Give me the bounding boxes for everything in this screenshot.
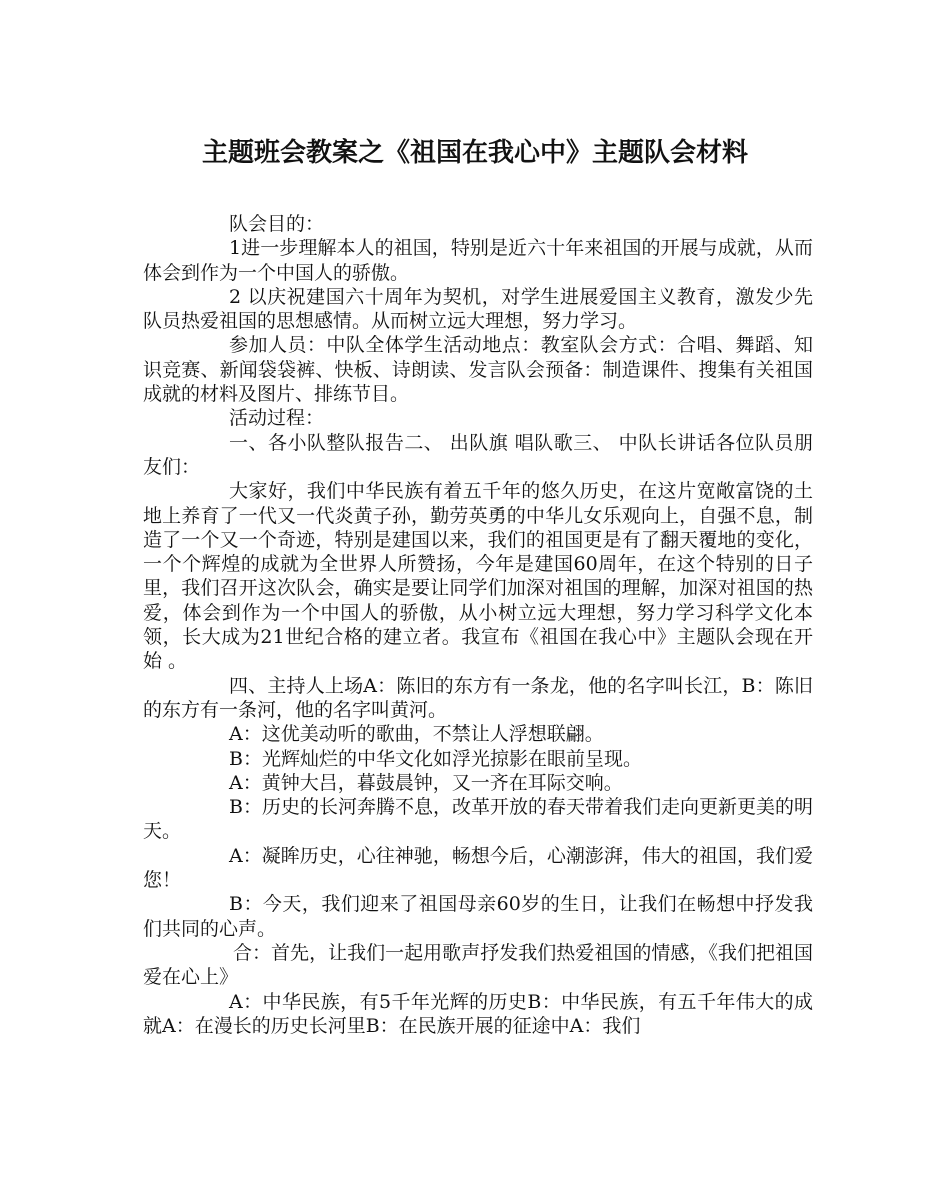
paragraph-purpose-2: 2 以庆祝建国六十周年为契机，对学生进展爱国主义教育，激发少先队员热爱祖国的思想感情。从而树立远大理想，努力学习。 xyxy=(143,285,813,333)
paragraph-line-b1: B：光辉灿烂的中华文化如浮光掠影在眼前呈现。 xyxy=(229,747,642,770)
paragraph-steps: 一、各小队整队报告二、 出队旗 唱队歌三、 中队长讲话各位队员朋友们： xyxy=(143,431,813,478)
paragraph-line-b3: B：今天，我们迎来了祖国母亲60岁的生日，让我们在畅想中抒发我们共同的心声。 xyxy=(143,893,813,940)
paragraph-process-heading: 活动过程： xyxy=(229,407,325,430)
document-body xyxy=(143,212,813,1038)
paragraph-dialogue: A：中华民族，有5千年光辉的历史B：中华民族，有五千年伟大的成就A：在漫长的历史长河里B：在民族开展的征途中A：我们 xyxy=(143,990,813,1037)
paragraph-purpose-1: 1进一步理解本人的祖国，特别是近六十年来祖国的开展与成就，从而体会到作为一个中国人的骄傲。 xyxy=(143,237,813,284)
paragraph-together: 合：首先，让我们一起用歌声抒发我们热爱祖国的情感，《我们把祖国爱在心上》 xyxy=(143,941,813,989)
paragraph-speech: 大家好，我们中华民族有着五千年的悠久历史，在这片宽敞富饶的土地上养育了一代又一代炎黄子孙，勤劳英勇的中华儿女乐观向上，自强不息，制造了一个又一个奇迹，特别是建国以来，我们的祖国更是有了翻天覆地的变化，一个个辉煌的成就为全世界人所赞扬，今年是建国60周年，在这个特别的日子里，我们召开这次队会，确实是要让同学们加深对祖国的理解，加深对祖国的热爱，体会到作为一个中国人的骄傲，从小树立远大理想，努力学习科学文化本领，长大成为21世纪合格的建立者。我宣布《祖国在我心中》主题队会现在开始 。 xyxy=(143,480,813,673)
paragraph-line-a1: A：这优美动听的歌曲，不禁让人浮想联翩。 xyxy=(229,723,604,746)
paragraph-participants: 参加人员：中队全体学生活动地点：教室队会方式：合唱、舞蹈、知识竞赛、新闻袋袋裤、快板、诗朗读、发言队会预备：制造课件、搜集有关祖国成就的材料及图片、排练节目。 xyxy=(143,334,813,406)
paragraph-line-b2: B：历史的长河奔腾不息，改革开放的春天带着我们走向更新更美的明天。 xyxy=(143,796,813,843)
document-title: 主题班会教案之《祖国在我心中》主题队会材料 xyxy=(201,138,748,168)
paragraph-line-a2: A：黄钟大吕，暮鼓晨钟，又一齐在耳际交响。 xyxy=(229,771,623,794)
paragraph-line-a3: A：凝眸历史，心往神驰，畅想今后，心潮澎湃，伟大的祖国，我们爱您！ xyxy=(143,844,813,892)
paragraph-purpose-heading: 队会目的： xyxy=(229,213,325,235)
paragraph-hosts-intro: 四、主持人上场A：陈旧的东方有一条龙，他的名字叫长江，B：陈旧的东方有一条河，他的名字叫黄河。 xyxy=(143,674,813,721)
